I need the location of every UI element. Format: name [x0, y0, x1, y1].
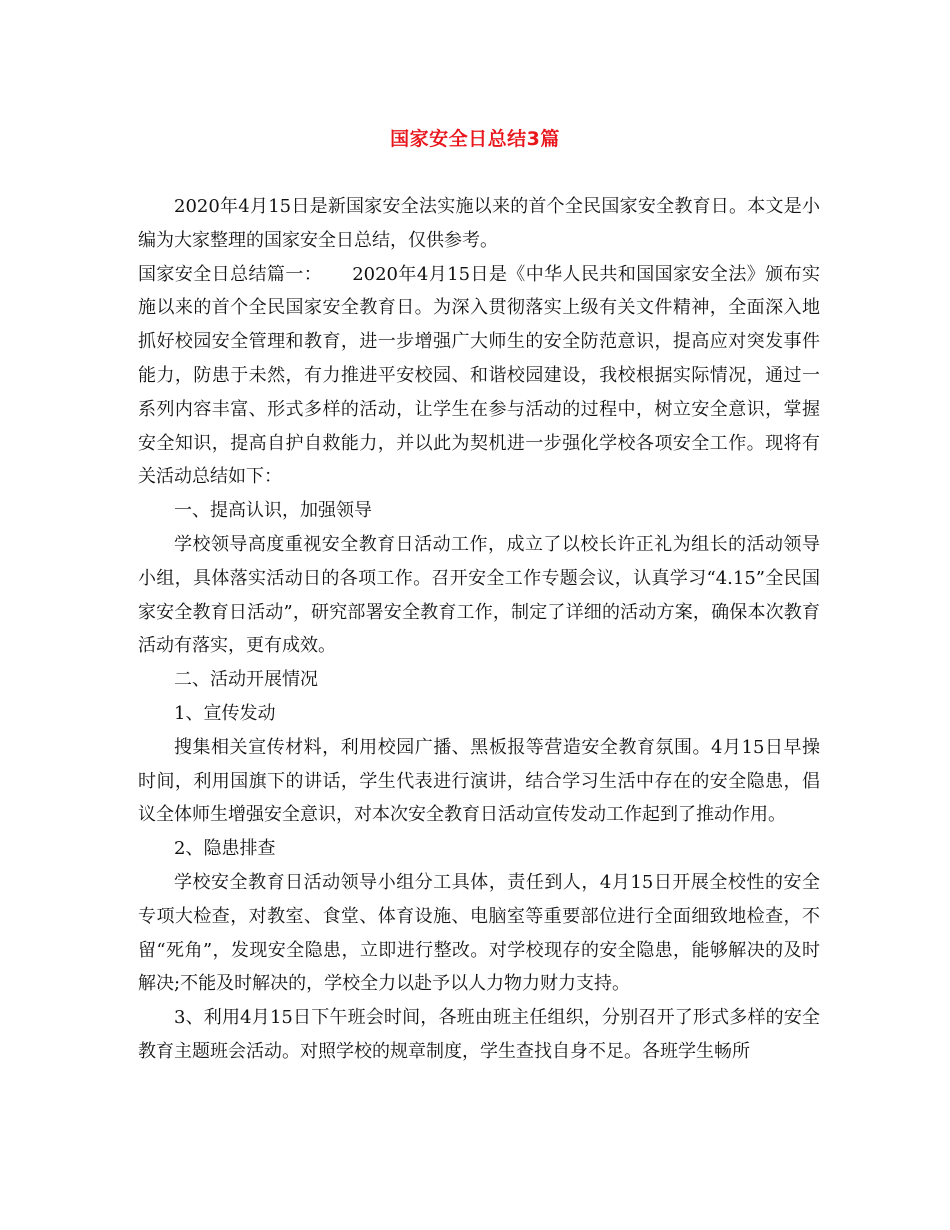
heading-section-two: 二、活动开展情况 — [174, 669, 318, 691]
document-body — [138, 190, 820, 1069]
paragraph-part-one — [138, 258, 820, 495]
part-one-text: 2020年4月15日是《中华人民共和国国家安全法》颁布实施以来的首个全民国家安全教育日。为深入贯彻落实上级有关文件精神，全面深入地抓好校园安全管理和教育，进一步增强广大师生的安全防范意识，提高应对突发事件能力，防患于未然，有力推进平安校园、和谐校园建设，我校根据实际情况，通过一系列内容丰富、形式多样的活动，让学生在参与活动的过程中，树立安全意识，掌握安全知识，提高自护自救能力，并以此为契机进一步强化学校各项安全工作。现将有关活动总结如下： — [138, 263, 821, 488]
paragraph-hazard-check: 学校安全教育日活动领导小组分工具体，责任到人，4月15日开展全校性的安全专项大检查，对教室、食堂、体育设施、电脑室等重要部位进行全面细致地检查，不留“死角”，发现安全隐患，立即进行整改。对学校现存的安全隐患，能够解决的及时解决;不能及时解决的，学校全力以赴予以人力物力财力支持。 — [138, 871, 820, 995]
heading-section-one: 一、提高认识，加强领导 — [174, 500, 372, 522]
paragraph-publicity: 搜集相关宣传材料，利用校园广播、黑板报等营造安全教育氛围。4月15日早操时间，利用国旗下的讲话，学生代表进行演讲，结合学习生活中存在的安全隐患，倡议全体师生增强安全意识，对本次安全教育日活动宣传发动工作起到了推动作用。 — [138, 736, 820, 826]
paragraph-leadership: 学校领导高度重视安全教育日活动工作，成立了以校长许正礼为组长的活动领导小组，具体落实活动日的各项工作。召开安全工作专题会议，认真学习“4.15”全民国家安全教育日活动”，研究部署安全教育工作，制定了详细的活动方案，确保本次教育活动有落实，更有成效。 — [138, 533, 820, 657]
paragraph-class-meeting: 3、利用4月15日下午班会时间，各班由班主任组织，分别召开了形式多样的安全教育主题班会活动。对照学校的规章制度，学生查找自身不足。各班学生畅所 — [138, 1007, 820, 1062]
document-title: 国家安全日总结3篇 — [390, 128, 560, 150]
part-one-label: 国家安全日总结篇一： — [138, 263, 323, 285]
heading-publicity: 1、宣传发动 — [174, 702, 276, 724]
heading-hazard-check: 2、隐患排查 — [174, 838, 276, 860]
paragraph-intro: 2020年4月15日是新国家安全法实施以来的首个全民国家安全教育日。本文是小编为大家整理的国家安全日总结，仅供参考。 — [138, 196, 820, 251]
